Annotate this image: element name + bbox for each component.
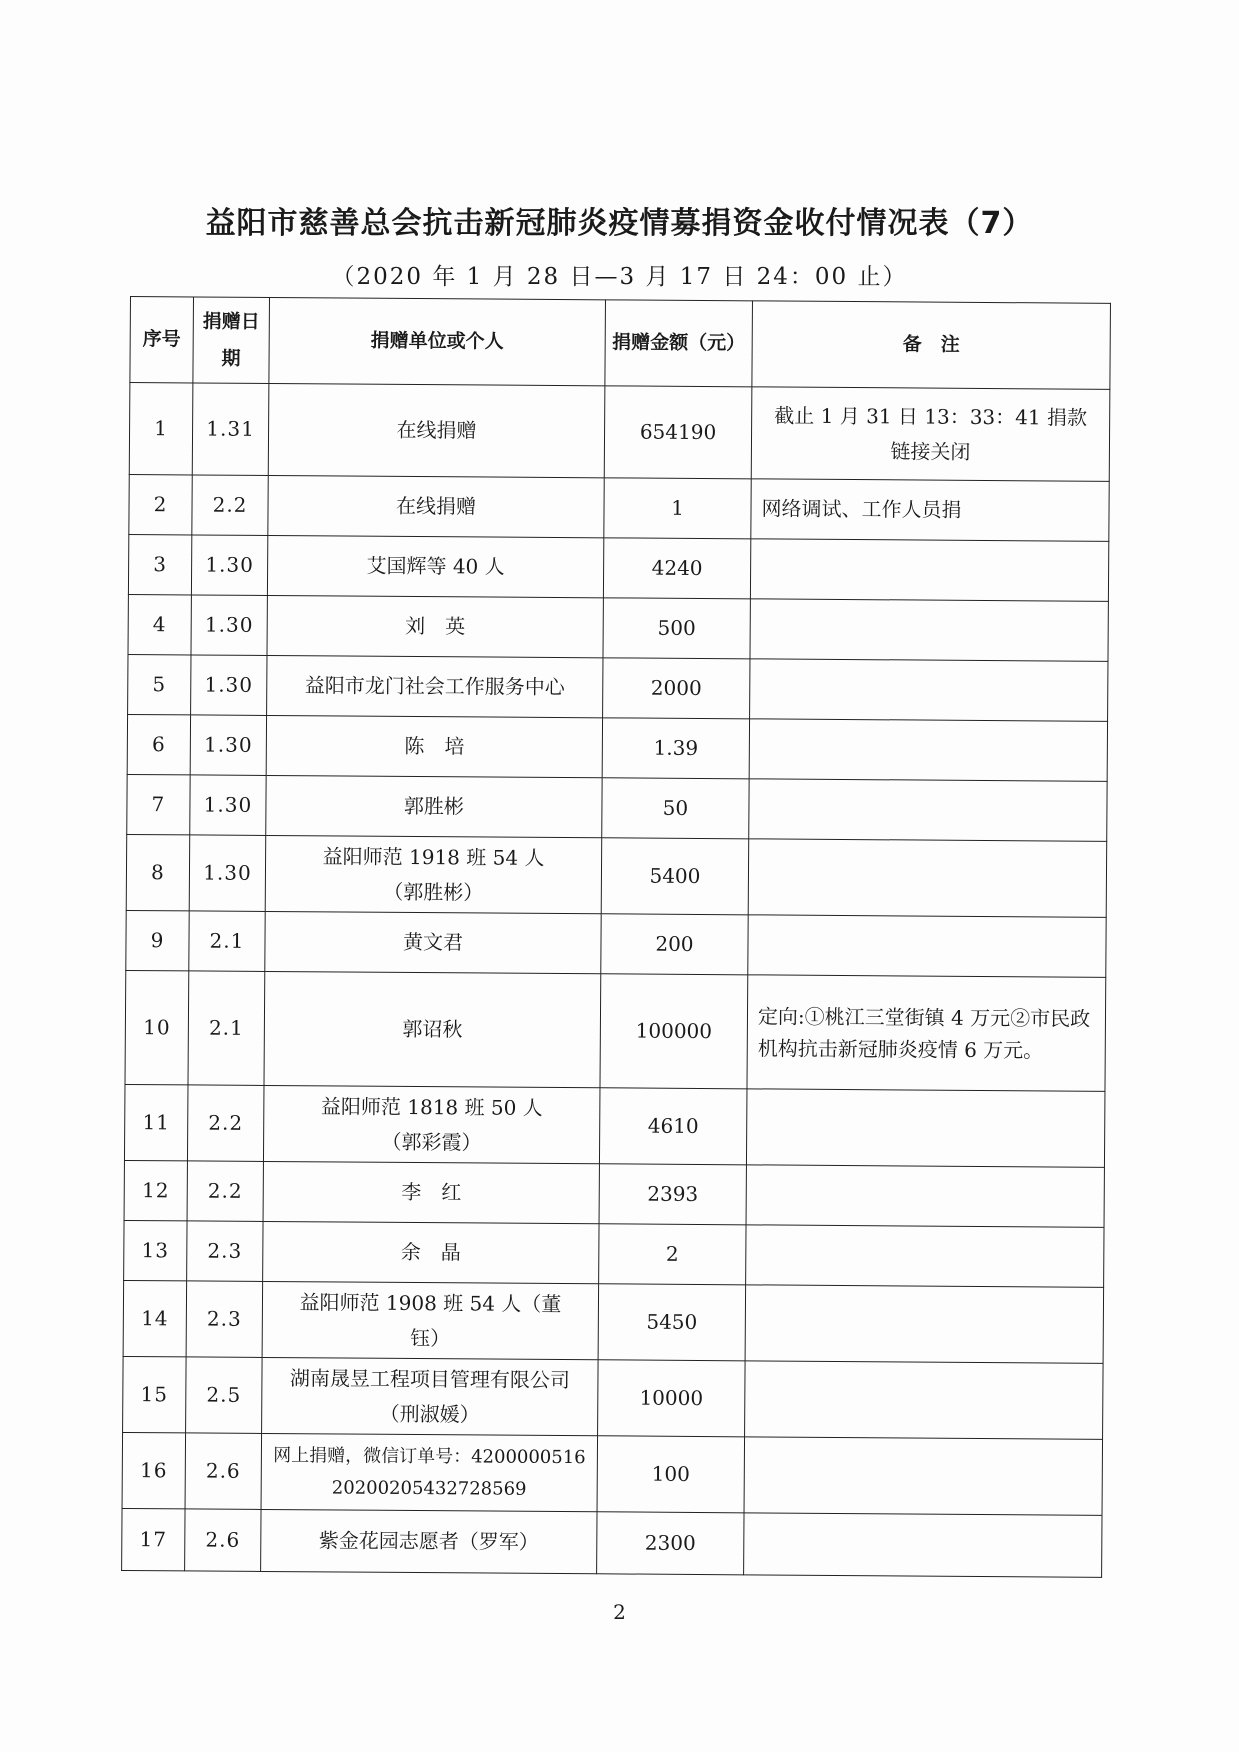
cell-note [745,1361,1104,1439]
cell-note: 截止 1 月 31 日 13：33：41 捐款链接关闭 [751,387,1110,481]
table-body [122,383,1110,1578]
table-row [126,834,1107,917]
table-row [129,383,1110,482]
cell-note [749,779,1107,841]
cell-date: 2.6 [185,1509,261,1572]
cell-note [748,839,1107,917]
cell-note [750,539,1108,601]
cell-note: 网络调试、工作人员捐 [751,479,1109,541]
cell-date: 2.2 [187,1161,263,1222]
cell-seq: 15 [123,1356,187,1432]
table-header-row [130,297,1111,390]
cell-date: 1.30 [191,535,267,596]
cell-date: 1.30 [190,715,266,776]
cell-seq: 12 [124,1160,187,1220]
cell-amount: 200 [601,914,748,975]
table-row [125,970,1106,1091]
cell-date: 2.1 [189,911,265,972]
donation-table [121,296,1111,1578]
cell-seq: 17 [122,1508,185,1570]
cell-seq: 14 [123,1280,187,1356]
cell-seq: 2 [129,474,192,534]
cell-note [750,659,1108,721]
cell-donor: 湖南晟昱工程项目管理有限公司（刑淑媛） [262,1357,599,1435]
cell-amount: 4610 [599,1088,747,1165]
cell-seq: 6 [127,714,190,774]
cell-note [746,1225,1104,1287]
cell-amount: 2 [599,1224,746,1285]
cell-amount: 500 [603,598,750,659]
header-amount: 捐赠金额（元） [605,300,753,387]
header-seq: 序号 [130,297,194,383]
cell-note [748,915,1106,977]
cell-seq: 11 [124,1084,188,1160]
cell-donor: 陈 培 [266,715,602,777]
cell-donor: 益阳师范 1818 班 50 人（郭彩霞） [263,1085,600,1163]
cell-donor: 益阳市龙门社会工作服务中心 [267,655,603,717]
cell-date: 1.30 [191,655,267,716]
cell-note [745,1285,1104,1363]
cell-amount: 100 [597,1436,745,1513]
cell-amount: 1.39 [602,718,749,779]
cell-date: 2.5 [186,1357,263,1434]
cell-date: 1.30 [190,775,266,836]
cell-seq: 16 [122,1432,186,1508]
cell-note [749,719,1107,781]
header-donor: 捐赠单位或个人 [269,297,606,385]
cell-donor: 益阳师范 1918 班 54 人（郭胜彬） [265,835,602,913]
cell-amount: 50 [602,778,749,839]
cell-seq: 3 [128,534,191,594]
cell-date: 1.30 [189,835,266,912]
cell-note [744,1437,1103,1515]
cell-seq: 8 [126,834,190,910]
cell-amount: 100000 [600,974,748,1089]
cell-donor: 黄文君 [265,911,601,973]
cell-note [746,1089,1105,1167]
table-row [129,474,1109,541]
cell-donor: 郭胜彬 [266,775,602,837]
table-row [123,1280,1104,1363]
cell-date: 2.1 [188,971,265,1086]
cell-date: 2.2 [192,475,268,536]
cell-date: 2.3 [187,1221,263,1282]
cell-amount: 654190 [604,386,752,479]
table-row [127,774,1107,841]
cell-seq: 1 [129,383,193,475]
header-note: 备 注 [752,301,1111,389]
cell-note [750,599,1108,661]
cell-date: 2.6 [185,1433,262,1510]
cell-donor: 艾国辉等 40 人 [267,535,603,597]
cell-amount: 2000 [603,658,750,719]
cell-amount: 10000 [598,1360,746,1437]
cell-seq: 7 [127,774,190,834]
cell-seq: 5 [128,654,191,714]
page-number: 2 [613,1600,626,1624]
cell-amount: 4240 [603,538,750,599]
cell-note [746,1165,1104,1227]
cell-seq: 10 [125,970,189,1084]
cell-date: 1.30 [191,595,267,656]
table-row [124,1084,1105,1167]
header-date: 捐赠日期 [193,297,270,384]
table-row [128,534,1108,601]
date-range-subtitle: （2020 年 1 月 28 日—3 月 17 日 24：00 止） [331,264,908,290]
table-row [123,1356,1104,1439]
cell-seq: 9 [126,910,189,970]
table-row [126,910,1106,977]
cell-date: 1.31 [192,383,269,476]
cell-note [744,1513,1102,1577]
table-row [122,1432,1103,1515]
table-row [122,1508,1102,1577]
cell-note: 定向:①桃江三堂街镇 4 万元②市民政机构抗击新冠肺炎疫情 6 万元。 [747,975,1106,1091]
cell-donor: 在线捐赠 [268,383,605,477]
cell-donor: 网上捐赠，微信订单号：4200000516202002054327​28569 [261,1433,598,1511]
table-row [124,1220,1104,1287]
cell-donor: 益阳师范 1908 班 54 人（董钰） [262,1281,599,1359]
table-row [128,594,1108,661]
cell-donor: 李 红 [263,1161,599,1223]
cell-donor: 余 晶 [263,1221,599,1283]
cell-amount: 1 [604,478,751,539]
cell-date: 2.3 [186,1281,263,1358]
table-row [128,654,1108,721]
cell-seq: 13 [124,1220,187,1280]
cell-amount: 5400 [601,838,749,915]
page-title: 益阳市慈善总会抗击新冠肺炎疫情募捐资金收付情况表（7） [205,206,1034,241]
cell-amount: 5450 [598,1284,746,1361]
cell-donor: 郭诏秋 [264,971,601,1087]
cell-seq: 4 [128,594,191,654]
cell-donor: 刘 英 [267,595,603,657]
cell-amount: 2300 [597,1512,744,1575]
table-row [124,1160,1104,1227]
cell-donor: 紫金花园志愿者（罗军） [261,1509,597,1573]
cell-amount: 2393 [599,1164,746,1225]
cell-date: 2.2 [187,1085,264,1162]
table-row [127,714,1107,781]
cell-donor: 在线捐赠 [268,475,604,537]
